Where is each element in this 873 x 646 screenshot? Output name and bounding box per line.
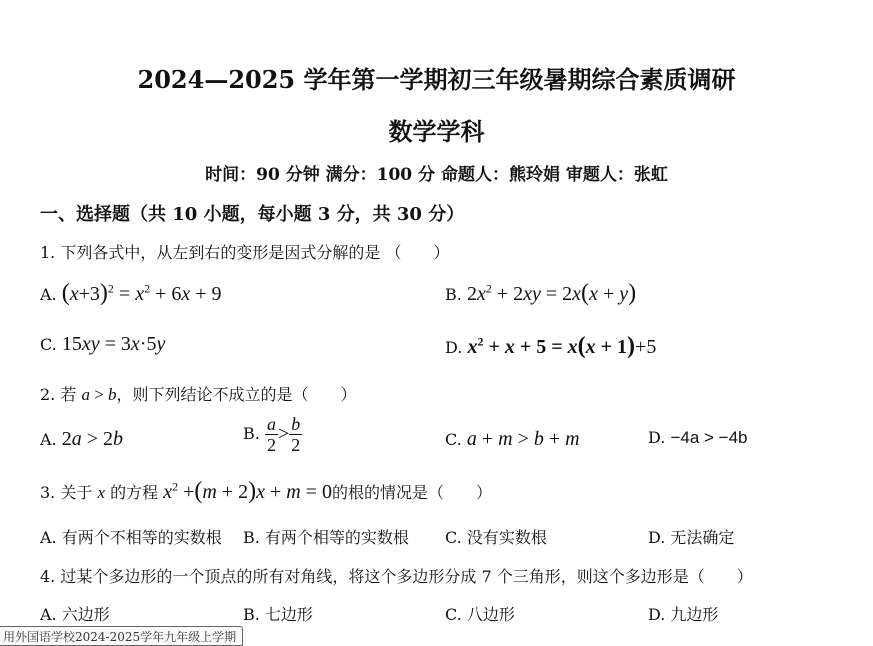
question-1-option-a xyxy=(40,280,222,307)
question-3-suffix: 的根的情况是（ ） xyxy=(332,483,493,502)
question-3-option-a: A. 有两个不相等的实数根 xyxy=(40,528,222,547)
question-2-option-d xyxy=(648,428,748,448)
question-4-option-a: A. 六边形 xyxy=(40,605,110,624)
option-label: B. xyxy=(445,285,462,304)
question-1-option-c xyxy=(40,333,165,356)
option-label: C. xyxy=(445,430,462,449)
question-3-variable: x xyxy=(97,483,105,502)
document-source-tab[interactable]: 用外国语学校2024-2025学年九年级上学期 xyxy=(0,626,243,646)
question-2-prefix: 2. 若 xyxy=(40,385,77,404)
option-a-formula: $(x+3)^2 = x^2 + 6x + 9$ xyxy=(61,280,222,306)
option-label: D. xyxy=(648,428,666,447)
question-2-suffix: ，则下列结论不成立的是（ ） xyxy=(116,385,357,404)
option-b-formula: $2x^2 + 2xy = 2x(x + y)$ xyxy=(466,280,637,306)
subject-title: 数学学科 xyxy=(388,117,485,146)
option-b-formula: $\frac{a}{2}$ > $\frac{b}{2}$ xyxy=(266,414,301,455)
question-3-prefix: 3. 关于 xyxy=(40,483,93,502)
question-1-stem: 1. 下列各式中，从左到右的变形是因式分解的是 （ ） xyxy=(40,243,450,262)
option-label: B. xyxy=(243,424,260,444)
option-a-formula: 2a > 2b xyxy=(61,428,124,450)
question-2-condition: a > b xyxy=(81,385,117,404)
question-3-option-d: D. 无法确定 xyxy=(648,528,735,547)
question-2-option-c xyxy=(445,428,580,451)
question-1-option-b xyxy=(445,280,636,307)
question-3-mid: 的方程 xyxy=(110,483,159,502)
option-c-formula: a + m > b + m xyxy=(466,428,580,450)
option-label: A. xyxy=(40,430,57,449)
question-4-option-b: B. 七边形 xyxy=(243,605,313,624)
question-3-equation: $x^2 +(m + 2)x + m = 0$ xyxy=(163,478,333,504)
option-label: A. xyxy=(40,285,57,304)
question-2-stem xyxy=(40,382,357,405)
question-2-option-a xyxy=(40,428,123,451)
option-d-formula: −4a > −4b xyxy=(670,428,748,447)
option-d-formula: $x^2 + x + 5 = x(x + 1)+5$ xyxy=(467,333,657,359)
question-4-stem: 4. 过某个多边形的一个顶点的所有对角线，将这个多边形分成 7 个三角形，则这个多边形是（ ） xyxy=(40,567,753,586)
option-label: C. xyxy=(40,335,57,354)
question-3-option-c: C. 没有实数根 xyxy=(445,528,547,547)
question-4-option-d: D. 九边形 xyxy=(648,605,719,624)
exam-title: 2024—2025 学年第一学期初三年级暑期综合素质调研 xyxy=(137,65,736,94)
question-3-stem xyxy=(40,478,492,505)
question-3-option-b: B. 有两个相等的实数根 xyxy=(243,528,409,547)
option-label: D. xyxy=(445,338,463,357)
question-1-option-d xyxy=(445,333,656,360)
option-c-formula: 15xy = 3x·5y xyxy=(61,333,166,355)
section-heading: 一、选择题（共 10 小题，每小题 3 分，共 30 分） xyxy=(40,204,465,225)
question-2-option-b xyxy=(243,414,302,455)
question-4-option-c: C. 八边形 xyxy=(445,605,515,624)
exam-meta: 时间：90 分钟 满分：100 分 命题人：熊玲娟 审题人：张虹 xyxy=(205,165,668,185)
